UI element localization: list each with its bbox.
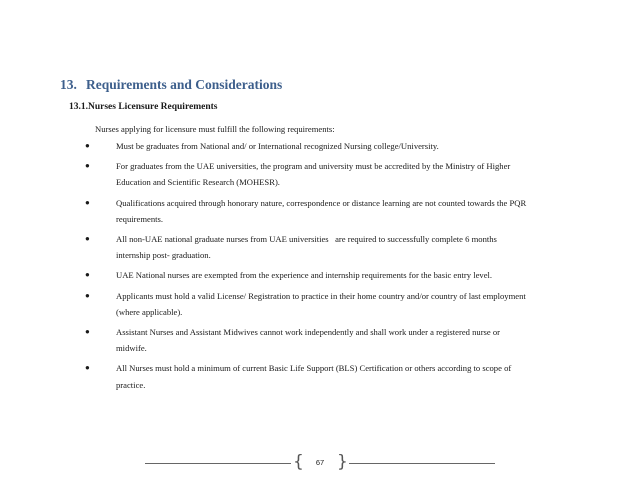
bullet-icon: ● (85, 234, 90, 244)
list-item-text: Qualifications acquired through honorary nature, correspondence or distance learning are not counted towards the PQR (116, 197, 527, 208)
page-footer (145, 452, 495, 473)
bullet-icon: ● (85, 270, 90, 280)
requirements-list (84, 138, 584, 397)
list-item-text-continued: internship post- graduation. (116, 250, 211, 261)
subsection-heading: 13.1.Nurses Licensure Requirements (69, 102, 218, 112)
intro-paragraph: Nurses applying for licensure must fulfill the following requirements: (95, 124, 335, 134)
list-item (84, 360, 584, 392)
bullet-icon: ● (85, 327, 90, 337)
list-item-text: Assistant Nurses and Assistant Midwives cannot work independently and shall work under a registered nurse or (116, 327, 501, 338)
bullet-icon: ● (85, 197, 90, 207)
page-number: 67 (315, 458, 325, 467)
right-brace-icon: } (337, 452, 348, 472)
section-number: 13. (60, 77, 77, 92)
bullet-icon: ● (85, 161, 90, 171)
list-item (84, 288, 584, 320)
list-item-text: Must be graduates from National and/ or International recognized Nursing college/University. (116, 141, 439, 151)
list-item (84, 231, 584, 263)
list-item (84, 138, 584, 154)
list-item-text-continued: requirements. (116, 213, 164, 224)
list-item-text: For graduates from the UAE universities, the program and university must be accredited by the Ministry of Higher (116, 161, 511, 172)
list-item-text: UAE National nurses are exempted from the experience and internship requirements for the basic entry level. (116, 270, 493, 281)
footer-rule-left (145, 463, 291, 464)
section-title: Requirements and Considerations (86, 77, 283, 92)
list-item (84, 324, 584, 356)
bullet-icon: ● (85, 363, 90, 373)
list-item-text-continued: midwife. (116, 343, 147, 354)
section-heading (60, 77, 282, 93)
list-item-text-continued: (where applicable). (116, 306, 183, 317)
list-item (84, 158, 584, 190)
footer-rule-right (349, 463, 495, 464)
list-item (84, 195, 584, 227)
list-item (84, 267, 584, 283)
list-item-text-continued: practice. (116, 379, 146, 390)
list-item-text: Applicants must hold a valid License/ Registration to practice in their home country and/or country of last employment (116, 290, 526, 301)
list-item-text-continued: Education and Scientific Research (MOHESR). (116, 177, 280, 188)
bullet-icon: ● (85, 290, 90, 300)
left-brace-icon: { (293, 452, 304, 472)
list-item-text: All Nurses must hold a minimum of current Basic Life Support (BLS) Certification or others according to scope of (116, 363, 512, 374)
list-item-text: All non-UAE national graduate nurses from UAE universities are required to successfully complete 6 months (116, 234, 497, 245)
bullet-icon: ● (85, 141, 90, 150)
